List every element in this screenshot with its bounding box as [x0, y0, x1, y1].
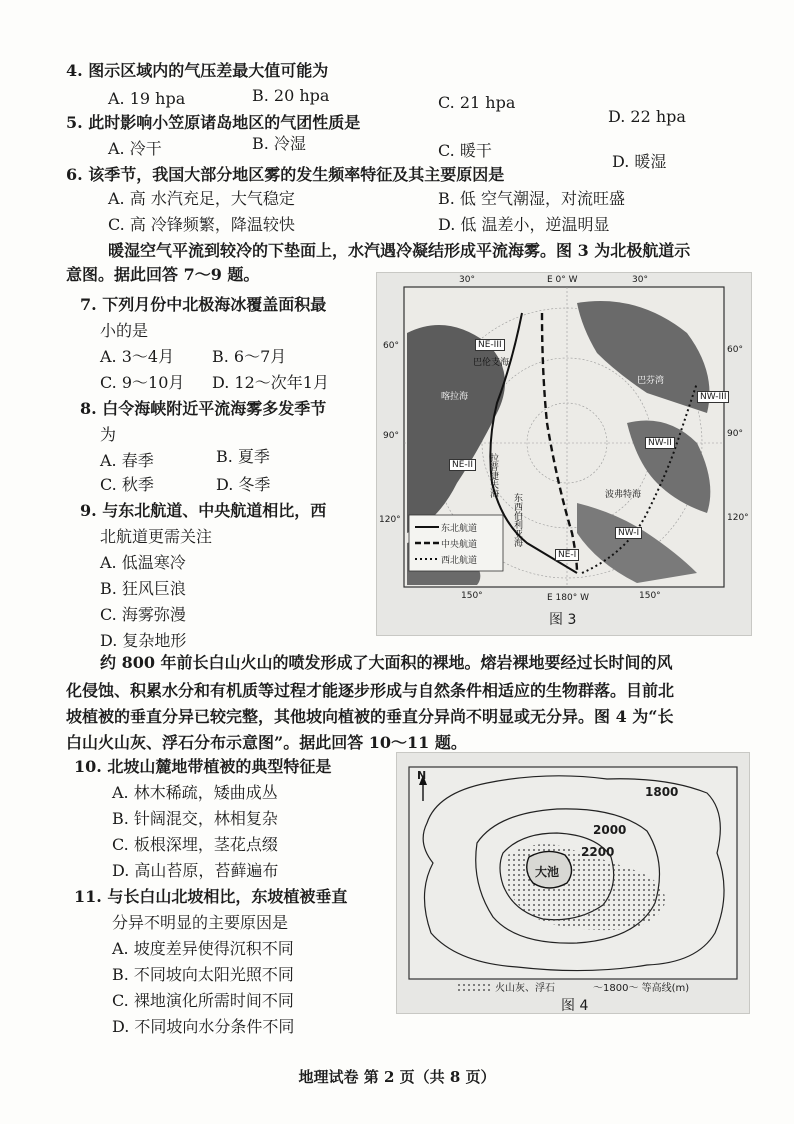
q5-option-b: B. 冷湿	[252, 134, 306, 153]
q8-option-d: D. 冬季	[216, 475, 271, 494]
fig4-contour-1800-label: 1800	[645, 785, 679, 799]
q6-option-d: D. 低 温差小，逆温明显	[438, 215, 610, 234]
q9-option-d: D. 复杂地形	[100, 631, 187, 650]
fig3-legend-northeast: 东北航道	[441, 524, 478, 534]
fig3-ne3-label: NE-III	[475, 339, 505, 351]
q10-option-b: B. 针阔混交，林相复杂	[112, 809, 278, 828]
fig3-lat-150-left: 150°	[461, 591, 483, 601]
q5-option-d: D. 暖湿	[612, 152, 667, 171]
q5-option-c: C. 暖干	[438, 141, 492, 160]
fig3-lat-120-right: 120°	[727, 513, 749, 523]
fig3-kara-sea: 喀拉海	[441, 392, 469, 402]
q9-option-a: A. 低温寒冷	[100, 553, 186, 572]
fig3-ne1-label: NE-I	[555, 549, 579, 561]
fig4-contour-2200-label: 2200	[581, 845, 615, 859]
fig4-north-label: N	[417, 769, 427, 782]
q8-stem-line2: 为	[100, 425, 117, 444]
fig3-east-siberian-sea: 东西伯利亚海	[512, 493, 522, 547]
q4-stem: 4. 图示区域内的气压差最大值可能为	[66, 61, 329, 80]
fig3-barents-sea: 巴伦支海	[473, 358, 510, 368]
arctic-map-svg	[377, 273, 751, 635]
q7-option-c: C. 9～10月	[100, 373, 185, 392]
fig3-lat-60-right: 60°	[727, 345, 743, 355]
q7-stem-line1: 7. 下列月份中北极海冰覆盖面积最	[80, 295, 327, 314]
q8-stem-line1: 8. 白令海峡附近平流海雾多发季节	[80, 399, 327, 418]
q7-option-d: D. 12～次年1月	[212, 373, 329, 392]
fig4-contour-2000-label: 2000	[593, 823, 627, 837]
q9-option-b: B. 狂风巨浪	[100, 579, 186, 598]
intro-10-11-line1: 约 800 年前长白山火山的喷发形成了大面积的裸地。熔岩裸地要经过长时间的风	[100, 653, 673, 672]
q6-option-c: C. 高 冷锋频繁，降温较快	[108, 215, 295, 234]
fig3-baffin-bay: 巴芬湾	[637, 376, 665, 386]
q7-option-b: B. 6～7月	[212, 347, 287, 366]
fig3-beaufort-sea: 波弗特海	[605, 490, 642, 500]
q9-option-c: C. 海雾弥漫	[100, 605, 186, 624]
q5-option-a: A. 冷干	[108, 139, 162, 158]
figure-4-caption: 图 4	[561, 998, 589, 1014]
fig3-nw3-label: NW-III	[697, 391, 729, 403]
q4-option-a: A. 19 hpa	[108, 89, 186, 108]
q5-stem: 5. 此时影响小笠原诸岛地区的气团性质是	[66, 113, 361, 132]
q10-option-d: D. 高山苔原，苔藓遍布	[112, 861, 279, 880]
figure-4-changbai-ash-map	[396, 752, 750, 1014]
q4-option-d: D. 22 hpa	[608, 107, 686, 126]
changbai-map-svg	[397, 753, 749, 1013]
fig3-lat-120-left: 120°	[379, 515, 401, 525]
intro-10-11-line3: 坡植被的垂直分异已较完整，其他坡向植被的垂直分异尚不明显或无分异。图 4 为“长	[66, 707, 674, 726]
q6-stem: 6. 该季节，我国大部分地区雾的发生频率特征及其主要原因是	[66, 165, 505, 184]
fig3-laptev-sea: 拉普捷夫海	[488, 453, 498, 498]
q8-option-c: C. 秋季	[100, 475, 154, 494]
fig4-legend-ash: 火山灰、浮石	[495, 983, 555, 994]
q11-stem-line2: 分异不明显的主要原因是	[112, 913, 289, 932]
intro-7-9-line2: 意图。据此回答 7～9 题。	[66, 265, 260, 284]
fig3-lat-30-left: 30°	[459, 275, 475, 285]
q10-option-a: A. 林木稀疏，矮曲成丛	[112, 783, 278, 802]
fig3-nw1-label: NW-I	[615, 527, 642, 539]
q11-option-d: D. 不同坡向水分条件不同	[112, 1017, 295, 1036]
figure-3-caption: 图 3	[549, 612, 577, 628]
fig3-lat-90-right: 90°	[727, 429, 743, 439]
q11-option-b: B. 不同坡向太阳光照不同	[112, 965, 294, 984]
q10-stem: 10. 北坡山麓地带植被的典型特征是	[74, 757, 332, 776]
intro-7-9-line1: 暖湿空气平流到较冷的下垫面上，水汽遇冷凝结形成平流海雾。图 3 为北极航道示	[108, 241, 691, 260]
fig3-bottom-meridian-label: E 180° W	[547, 593, 589, 603]
fig3-lat-30-right: 30°	[632, 275, 648, 285]
q4-option-c: C. 21 hpa	[438, 93, 516, 112]
fig3-legend-northwest: 西北航道	[441, 556, 478, 566]
q11-option-a: A. 坡度差异使得沉积不同	[112, 939, 294, 958]
figure-3-arctic-routes	[376, 272, 752, 636]
q11-stem-line1: 11. 与长白山北坡相比，东坡植被垂直	[74, 887, 348, 906]
fig3-nw2-label: NW-II	[645, 437, 675, 449]
q7-stem-line2: 小的是	[100, 321, 149, 340]
fig3-lat-90-left: 90°	[383, 431, 399, 441]
q8-option-b: B. 夏季	[216, 447, 270, 466]
fig4-legend-contour: ～1800～ 等高线(m)	[593, 983, 690, 994]
q6-option-b: B. 低 空气潮湿，对流旺盛	[438, 189, 626, 208]
intro-10-11-line4: 白山火山灰、浮石分布示意图”。据此回答 10～11 题。	[66, 733, 467, 752]
page-footer: 地理试卷 第 2 页（共 8 页）	[298, 1068, 496, 1086]
fig3-ne2-label: NE-II	[449, 459, 476, 471]
q4-option-b: B. 20 hpa	[252, 86, 330, 105]
fig3-top-meridian-label: E 0° W	[547, 275, 578, 285]
intro-10-11-line2: 化侵蚀、积累水分和有机质等过程才能逐步形成与自然条件相适应的生物群落。目前北	[66, 681, 675, 700]
q8-option-a: A. 春季	[100, 451, 154, 470]
q10-option-c: C. 板根深埋，茎花点缀	[112, 835, 278, 854]
q11-option-c: C. 裸地演化所需时间不同	[112, 991, 294, 1010]
q9-stem-line2: 北航道更需关注	[100, 527, 213, 546]
q9-stem-line1: 9. 与东北航道、中央航道相比，西	[80, 501, 327, 520]
q6-option-a: A. 高 水汽充足，大气稳定	[108, 189, 295, 208]
fig3-legend-central: 中央航道	[441, 540, 478, 550]
fig4-crater-lake-label: 大池	[535, 865, 560, 879]
q7-option-a: A. 3～4月	[100, 347, 175, 366]
fig3-lat-60-left: 60°	[383, 341, 399, 351]
fig3-lat-150-right: 150°	[639, 591, 661, 601]
